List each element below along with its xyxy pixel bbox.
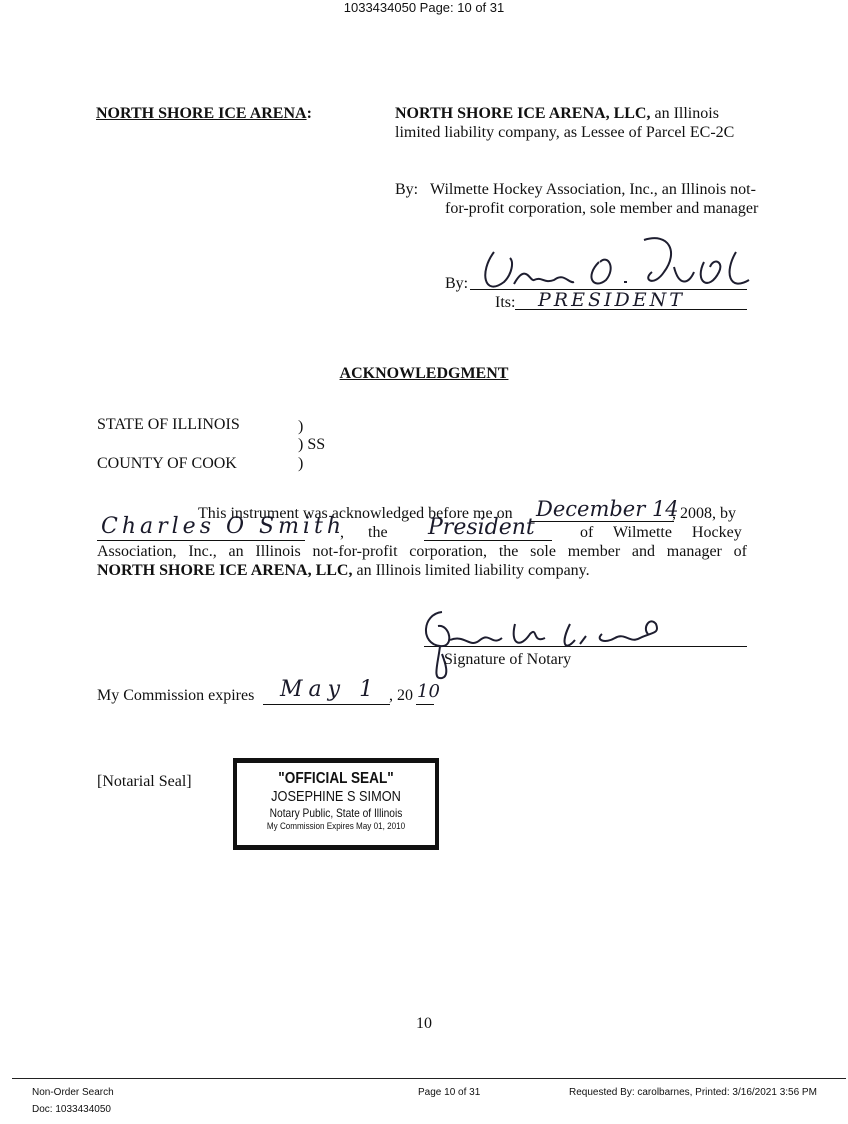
commission-date-handwritten: May 1 [280, 677, 380, 702]
seal-line-2: JOSEPHINE S SIMON [271, 788, 401, 805]
title-line [424, 540, 552, 541]
footer-left-2: Doc: 1033434050 [32, 1104, 111, 1115]
venue-paren-3: ) [298, 455, 304, 472]
page-number: 10 [416, 1015, 432, 1032]
ack-body-prefix: This instrument was acknowledged before me on [198, 505, 513, 522]
county-line: COUNTY OF COOK [97, 455, 237, 472]
official-seal-stamp [233, 758, 439, 850]
state-line: STATE OF ILLINOIS [97, 416, 240, 433]
commission-year-handwritten: 10 [417, 681, 440, 702]
acknowledgment-heading: ACKNOWLEDGMENT [339, 365, 509, 382]
name-line [97, 540, 305, 541]
ack-of-org: of Wilmette Hockey [580, 524, 742, 541]
venue-paren-ss: ) SS [298, 436, 326, 453]
entity-description [395, 104, 747, 142]
its-value: PRESIDENT [538, 289, 685, 311]
ack-llc-name: NORTH SHORE ICE ARENA, LLC, [97, 562, 353, 579]
footer-center: Page 10 of 31 [418, 1087, 481, 1098]
notary-signature [420, 604, 670, 689]
notary-signature-label: Signature of Notary [444, 651, 572, 668]
date-handwritten: December 14 [536, 497, 679, 521]
notary-signature-drawing [420, 604, 670, 684]
by-organization: Wilmette Hockey Association, Inc., an Illinois not-for-profit corporation, sole member and manager [430, 181, 759, 217]
date-line [530, 521, 674, 522]
commission-year-line [416, 704, 434, 705]
commission-year-prefix: , 20 [389, 687, 413, 704]
ack-llc-line [97, 561, 590, 580]
ack-body-rest-text: Association, Inc., an Illinois not-for-profit corporation, the sole member and manager of [97, 543, 747, 560]
entity-name: NORTH SHORE ICE ARENA, LLC, [395, 105, 651, 122]
footer-right: Requested By: carolbarnes, Printed: 3/16/2021 3:56 PM [569, 1087, 817, 1098]
footer-left-1: Non-Order Search [32, 1087, 114, 1098]
ack-llc-rest: an Illinois limited liability company. [352, 562, 590, 579]
by-label: By: [395, 181, 419, 198]
doc-page-id: 1033434050 Page: 10 of 31 [343, 0, 505, 15]
ack-body-rest [97, 542, 747, 561]
party-label [96, 104, 312, 123]
its-label: Its: [495, 294, 516, 311]
seal-line-1: "OFFICIAL SEAL" [278, 770, 394, 787]
title-handwritten: President [428, 515, 535, 540]
commission-date-line [263, 704, 390, 705]
footer-rule [12, 1078, 846, 1079]
ack-the: , the [340, 524, 388, 541]
party-label-text: NORTH SHORE ICE ARENA [96, 105, 307, 122]
notarial-seal-label: [Notarial Seal] [97, 773, 192, 790]
sig-by-label: By: [445, 275, 469, 292]
party-label-colon: : [306, 105, 312, 122]
seal-line-4: My Commission Expires May 01, 2010 [266, 821, 406, 831]
name-handwritten: Charles O Smith [101, 514, 345, 539]
ack-year-by: , 2008, by [672, 505, 736, 522]
venue-paren-1: ) [298, 418, 304, 435]
seal-line-3: Notary Public, State of Illinois [269, 806, 403, 820]
commission-label: My Commission expires [97, 687, 255, 704]
entity-desc: an Illinois limited liability company, as Lessee of Parcel EC-2C [395, 105, 735, 141]
document-page-header [0, 0, 848, 16]
